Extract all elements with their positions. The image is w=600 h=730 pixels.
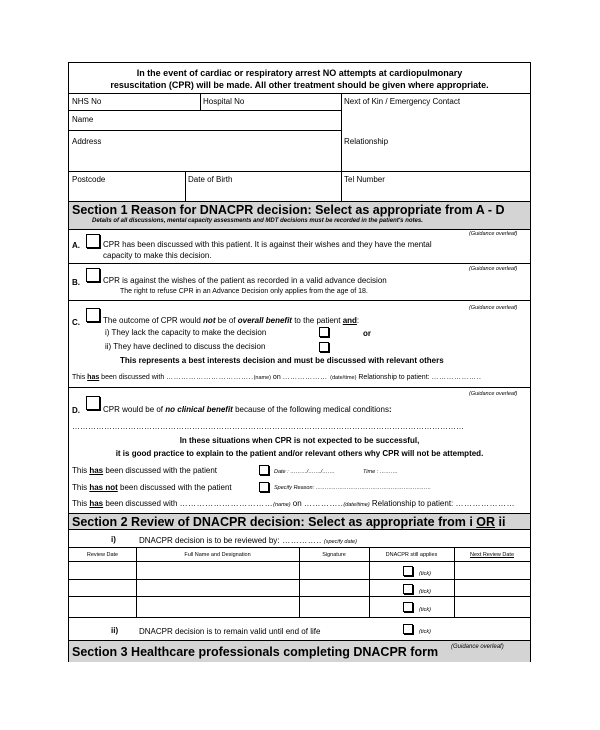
- specify-reason-field[interactable]: Specify Reason: ………………………………………………………: [274, 485, 432, 491]
- option-b-text-1: CPR is against the wishes of the patient as recorded in a valid advance decision: [103, 276, 387, 285]
- section-1-header: [69, 201, 530, 230]
- nhs-no-field[interactable]: NHS No: [72, 97, 102, 106]
- option-c-letter: C.: [72, 318, 80, 327]
- header-line-1: In the event of cardiac or respiratory arrest NO attempts at cardiopulmonary: [136, 68, 463, 78]
- postcode-field[interactable]: Postcode: [72, 175, 106, 184]
- option-c-text: The outcome of CPR would not be of overall benefit to the patient and:: [103, 316, 360, 325]
- header-line-2: resuscitation (CPR) will be made. All other treatment should be given where appropriate.: [110, 80, 489, 90]
- best-interests-text: This represents a best interests decision and must be discussed with relevant others: [120, 356, 444, 365]
- option-b-checkbox[interactable]: [86, 268, 100, 282]
- guidance-note: (Guidance overleaf): [469, 391, 518, 397]
- section-3-title: Section 3 Healthcare professionals completing DNACPR form: [72, 645, 439, 659]
- tick-hint: (tick): [419, 629, 431, 635]
- date-field[interactable]: Date : ………/……./…….: [274, 469, 335, 475]
- guidance-note: (Guidance overleaf): [469, 266, 518, 272]
- col-signature: Signature: [322, 552, 346, 558]
- name-field[interactable]: Name: [72, 115, 94, 124]
- tel-number-field[interactable]: Tel Number: [344, 175, 385, 184]
- guidance-note: (Guidance overleaf): [469, 305, 518, 311]
- divider: [200, 93, 201, 110]
- option-c-i-text: i) They lack the capacity to make the decision: [105, 328, 267, 337]
- col-still-applies: DNACPR still applies: [385, 552, 438, 558]
- divider: [69, 171, 530, 172]
- option-a-text-1: CPR has been discussed with this patient. It is against their wishes and they have the mental: [103, 240, 432, 249]
- option-a-checkbox[interactable]: [86, 234, 100, 248]
- next-of-kin-field[interactable]: Next of Kin / Emergency Contact: [344, 97, 461, 106]
- option-b-letter: B.: [72, 278, 80, 287]
- section-2-header: [69, 513, 530, 530]
- option-d-checkbox[interactable]: [86, 396, 100, 410]
- dnacpr-form: [68, 62, 531, 662]
- or-label: or: [363, 329, 371, 338]
- option-c-ii-checkbox[interactable]: [319, 342, 329, 352]
- dob-field[interactable]: Date of Birth: [188, 175, 233, 184]
- option-d-letter: D.: [72, 406, 80, 415]
- option-c-discussion-line[interactable]: This has been discussed with ……………………………..(name) on ……………… (date/time) Relationship to patient: ………………..: [72, 374, 482, 381]
- option-c-i-checkbox[interactable]: [319, 327, 329, 337]
- divider: [185, 171, 186, 201]
- review-ii-text: DNACPR decision is to remain valid until end of life: [139, 627, 321, 636]
- tick-hint: (tick): [419, 607, 431, 613]
- option-c-ii-text: ii) They have declined to discuss the decision: [105, 342, 266, 351]
- address-field[interactable]: Address: [72, 137, 102, 146]
- review-i-label: i): [111, 535, 116, 544]
- divider: [69, 387, 530, 388]
- guidance-note: (Guidance overleaf): [469, 231, 518, 237]
- option-a-letter: A.: [72, 241, 80, 250]
- review-row-1-checkbox[interactable]: [403, 566, 413, 576]
- divider: [341, 93, 342, 201]
- col-full-name: Full Name and Designation: [184, 552, 251, 558]
- section-1-subtitle: Details of all discussions, mental capacity assessments and MDT decisions must be recorded in the patient's notes.: [92, 218, 423, 224]
- section-1-title: Section 1 Reason for DNACPR decision: Select as appropriate from A - D: [72, 203, 505, 217]
- divider: [69, 130, 341, 131]
- col-review-date: Review Date: [86, 552, 119, 558]
- tick-hint: (tick): [419, 589, 431, 595]
- has-discussed-text: This has been discussed with the patient: [72, 466, 217, 475]
- time-field[interactable]: Time : ……….: [363, 469, 398, 475]
- col-next-review-date: Next Review Date: [469, 552, 515, 558]
- relationship-field[interactable]: Relationship: [344, 137, 389, 146]
- review-i-text[interactable]: DNACPR decision is to be reviewed by: ………….. (specify date): [139, 536, 357, 545]
- has-discussed-checkbox[interactable]: [259, 465, 269, 475]
- review-ii-checkbox[interactable]: [403, 624, 413, 634]
- tick-hint: (tick): [419, 571, 431, 577]
- option-b-text-2: The right to refuse CPR in an Advance Decision only applies from the age of 18.: [120, 288, 368, 295]
- option-d-note-1: In these situations when CPR is not expected to be successful,: [179, 436, 420, 445]
- option-c-checkbox[interactable]: [86, 308, 100, 322]
- others-discussion-line[interactable]: This has been discussed with ……………………………(name) on …………..(date/time) Relationship to patient: …………………: [72, 499, 515, 508]
- section-3-header: [69, 640, 530, 662]
- option-d-conditions-line[interactable]: …………………………………………………………………………………………………………………………………: [72, 422, 464, 431]
- divider: [69, 300, 530, 301]
- divider: [69, 263, 530, 264]
- has-not-discussed-checkbox[interactable]: [259, 482, 269, 492]
- has-not-discussed-text: This has not been discussed with the patient: [72, 483, 232, 492]
- divider: [69, 617, 530, 618]
- hospital-no-field[interactable]: Hospital No: [203, 97, 245, 106]
- review-row-3-checkbox[interactable]: [403, 602, 413, 612]
- option-d-text: CPR would be of no clinical benefit because of the following medical conditions:: [103, 405, 392, 414]
- review-ii-label: ii): [111, 626, 119, 635]
- option-a-text-2: capacity to make this decision.: [103, 251, 212, 260]
- divider: [69, 110, 341, 111]
- review-row-2-checkbox[interactable]: [403, 584, 413, 594]
- guidance-note: (Guidance overleaf): [451, 644, 504, 650]
- divider: [69, 93, 530, 94]
- option-d-note-2: it is good practice to explain to the patient and/or relevant others why CPR will not be attempted.: [115, 449, 484, 458]
- section-2-title: Section 2 Review of DNACPR decision: Select as appropriate from i OR ii: [72, 515, 506, 529]
